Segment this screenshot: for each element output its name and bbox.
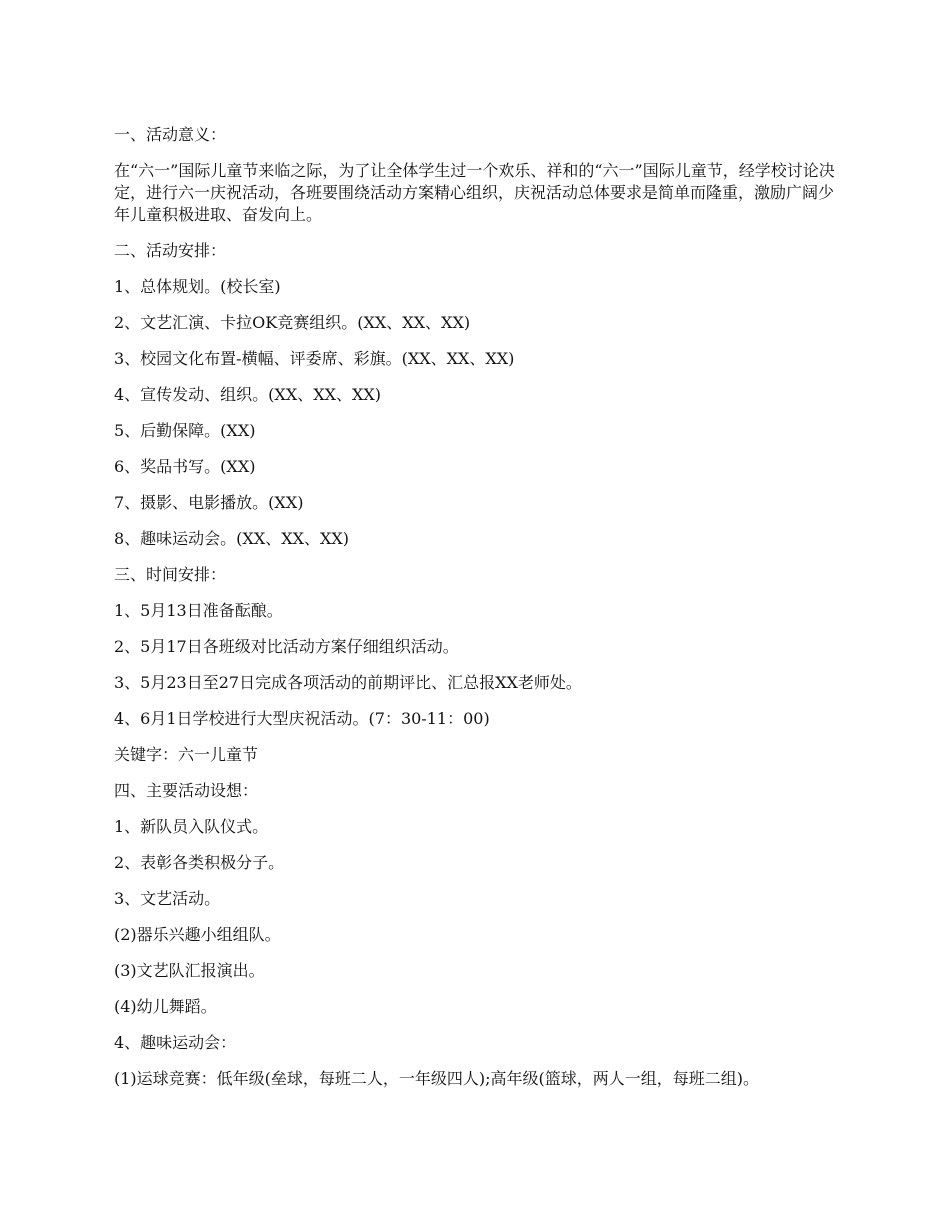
list-item: 4、6月1日学校进行大型庆祝活动。(7：30-11：00) — [114, 709, 490, 728]
heading-time-arrangement: 三、时间安排： — [114, 565, 227, 584]
list-item: 1、新队员入队仪式。 — [114, 817, 269, 836]
list-item: 4、趣味运动会： — [114, 1033, 237, 1052]
list-item: 5、后勤保障。(XX) — [114, 421, 256, 440]
heading-activity-meaning: 一、活动意义： — [114, 125, 227, 144]
list-item: (3)文艺队汇报演出。 — [114, 961, 265, 980]
document-body — [114, 124, 844, 1104]
list-item: (4)幼儿舞蹈。 — [114, 997, 217, 1016]
list-item: (1)运球竞赛：低年级(垒球，每班二人，一年级四人);高年级(篮球，两人一组，每班二组)。 — [114, 1069, 760, 1088]
list-item: 3、文艺活动。 — [114, 889, 221, 908]
heading-activity-arrangement: 二、活动安排： — [114, 241, 227, 260]
heading-main-activities: 四、主要活动设想： — [114, 781, 259, 800]
keywords-line: 关键字：六一儿童节 — [114, 745, 259, 764]
list-item: 3、5月23日至27日完成各项活动的前期评比、汇总报XX老师处。 — [114, 673, 582, 692]
list-item: 2、5月17日各班级对比活动方案仔细组织活动。 — [114, 637, 459, 656]
list-item: 8、趣味运动会。(XX、XX、XX) — [114, 529, 350, 548]
list-item: 1、5月13日准备酝酿。 — [114, 601, 283, 620]
list-item: 4、宣传发动、组织。(XX、XX、XX) — [114, 385, 382, 404]
list-item: 7、摄影、电影播放。(XX) — [114, 493, 304, 512]
paragraph-intro: 在“六一”国际儿童节来临之际，为了让全体学生过一个欢乐、祥和的“六一”国际儿童节，经学校讨论决定，进行六一庆祝活动，各班要围绕活动方案精心组织，庆祝活动总体要求是简单而隆重，激励广阔少年儿童积极进取、奋发向上。 — [114, 161, 835, 224]
list-item: (2)器乐兴趣小组组队。 — [114, 925, 281, 944]
list-item: 2、表彰各类积极分子。 — [114, 853, 285, 872]
list-item: 2、文艺汇演、卡拉OK竞赛组织。(XX、XX、XX) — [114, 313, 471, 332]
list-item: 6、奖品书写。(XX) — [114, 457, 256, 476]
list-item: 1、总体规划。(校长室) — [114, 277, 281, 296]
list-item: 3、校园文化布置-横幅、评委席、彩旗。(XX、XX、XX) — [114, 349, 515, 368]
